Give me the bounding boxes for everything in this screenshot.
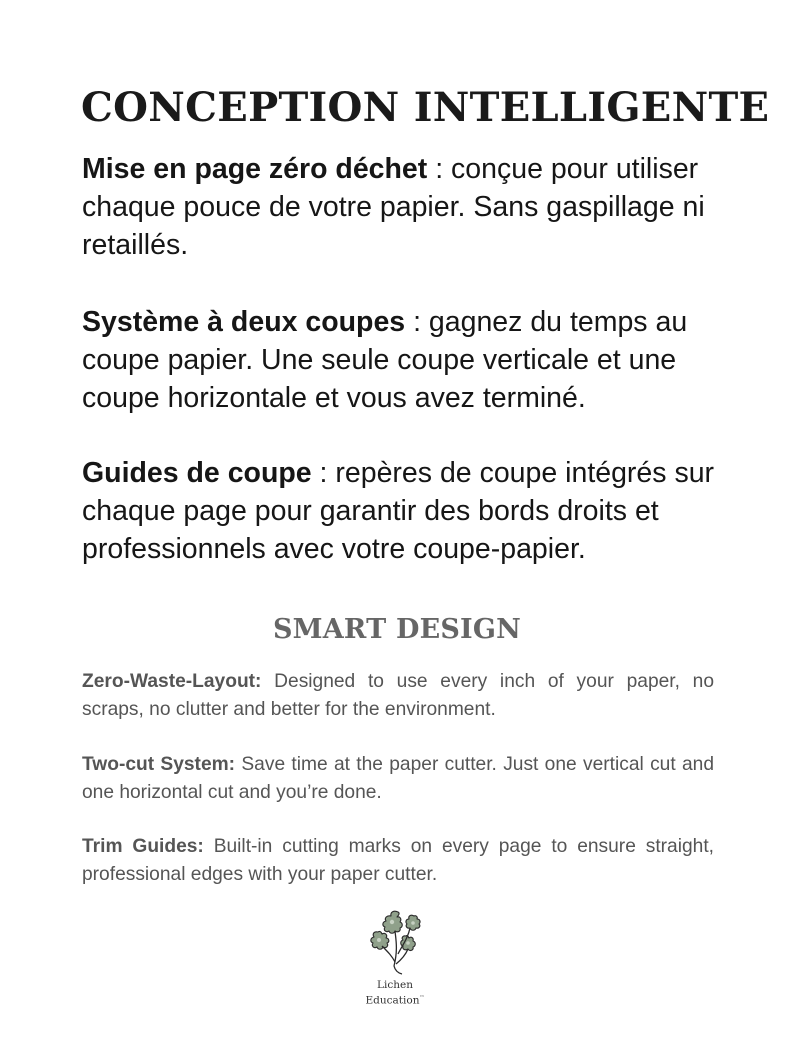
english-heading: SMART DESIGN xyxy=(272,614,522,645)
french-section-zero-waste xyxy=(82,150,722,264)
lichen-education-logo xyxy=(350,906,440,1016)
english-section-trim-guides xyxy=(82,833,714,889)
french-section-two-cut xyxy=(82,303,722,417)
section-text: Built-in cutting marks on every page to ensure straight, professional edges with your paper cutter. xyxy=(82,836,714,885)
logo-wordmark xyxy=(350,979,440,1008)
section-text: : gagnez du temps au coupe papier. Une seule coupe verticale et une coupe horizontale et vous avez terminé. xyxy=(82,306,688,414)
section-text: : conçue pour utiliser chaque pouce de votre papier. Sans gaspillage ni retaillés. xyxy=(82,153,705,261)
english-section-two-cut xyxy=(82,751,714,807)
lichen-icon xyxy=(358,906,432,978)
section-term: Zero-Waste-Layout: xyxy=(82,671,262,692)
section-term: Système à deux coupes xyxy=(82,306,406,338)
logo-line-2-text: Education xyxy=(365,994,420,1007)
section-term: Two-cut System: xyxy=(82,754,236,775)
section-term: Mise en page zéro déchet xyxy=(82,153,428,185)
section-text: Designed to use every inch of your paper, no scraps, no clutter and better for the environment. xyxy=(82,671,714,720)
trademark-mark: ™ xyxy=(419,995,425,1001)
english-section-zero-waste xyxy=(82,668,714,724)
section-term: Guides de coupe xyxy=(82,457,312,489)
french-section-trim-guides xyxy=(82,454,722,568)
logo-line-2 xyxy=(350,992,440,1008)
section-text: Save time at the paper cutter. Just one vertical cut and one horizontal cut and you’re done. xyxy=(82,754,714,803)
logo-line-1: Lichen xyxy=(377,979,413,991)
section-term: Trim Guides: xyxy=(82,836,204,857)
section-text: : repères de coupe intégrés sur chaque page pour garantir des bords droits et professionnels avec votre coupe-papier. xyxy=(82,457,715,565)
french-heading: CONCEPTION INTELLIGENTE xyxy=(81,84,770,131)
